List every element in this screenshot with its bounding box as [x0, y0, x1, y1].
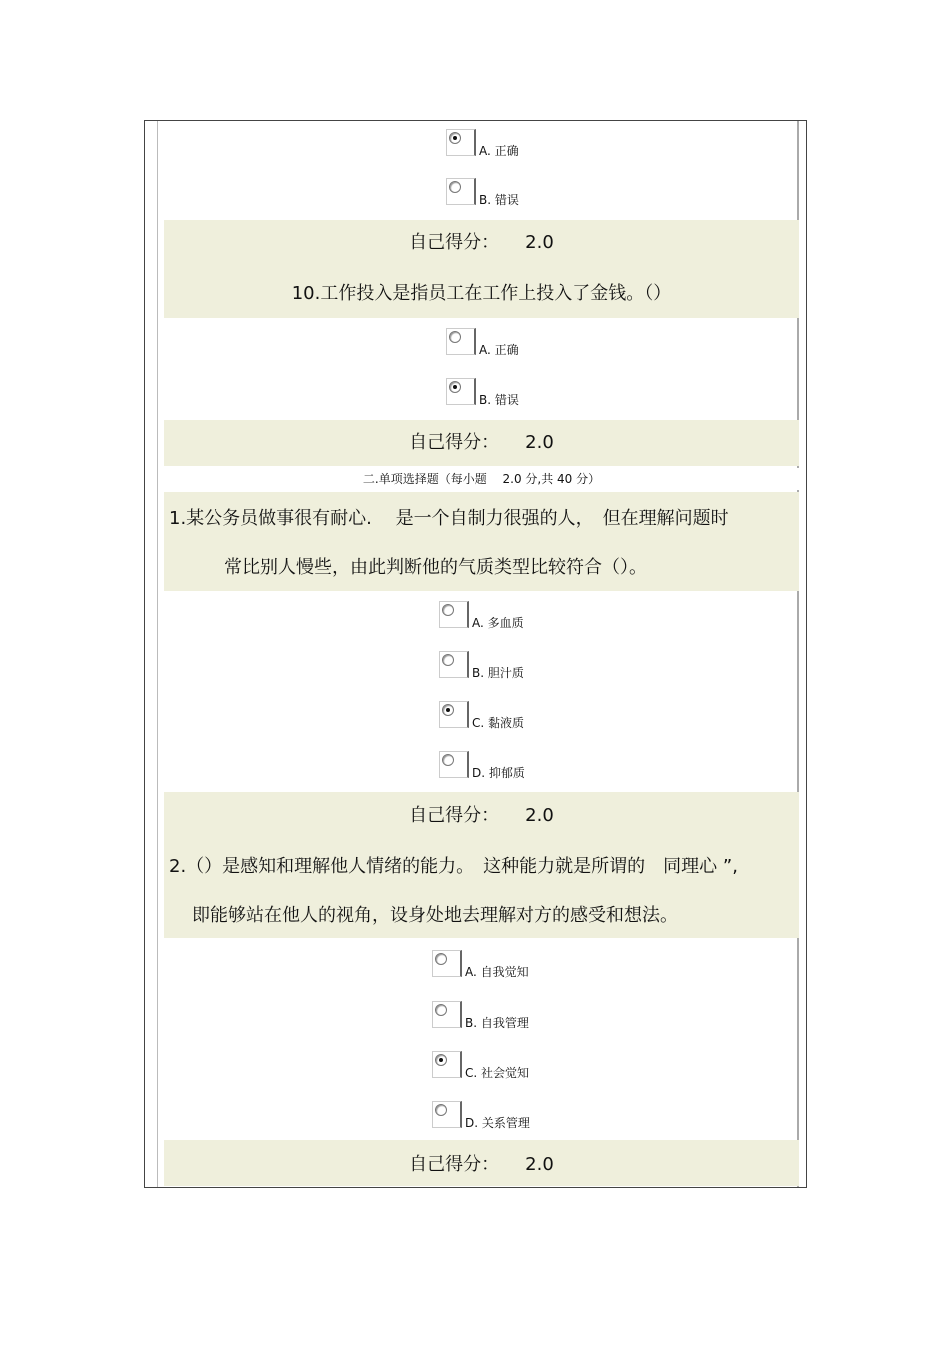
radio-checked-icon[interactable]	[449, 381, 461, 393]
radio-unchecked-icon[interactable]	[442, 654, 454, 666]
radio-frame	[432, 950, 462, 977]
radio-unchecked-icon[interactable]	[449, 331, 461, 343]
radio-unchecked-icon[interactable]	[435, 953, 447, 965]
radio-unchecked-icon[interactable]	[449, 181, 461, 193]
score-value: 2.0	[525, 805, 554, 826]
score-label: 自己得分：	[409, 232, 500, 253]
score-q10-band	[164, 220, 799, 318]
option-label: B. 错误	[479, 393, 519, 407]
radio-frame	[446, 378, 476, 405]
question-text-line2: 常比别人慢些，由此判断他的气质类型比较符合（）。	[224, 557, 647, 578]
radio-frame	[446, 328, 476, 355]
radio-checked-icon[interactable]	[449, 132, 461, 144]
option-label: A. 自我觉知	[465, 965, 529, 979]
score-s2q2-band	[164, 792, 799, 938]
radio-frame	[439, 601, 469, 628]
score-row	[164, 1140, 799, 1186]
score-row	[164, 802, 799, 830]
score-value: 2.0	[525, 432, 554, 453]
question-text: 10.工作投入是指员工在工作上投入了金钱。（）	[291, 283, 672, 304]
option-label: B. 自我管理	[465, 1016, 529, 1030]
question-text-line2: 即能够站在他人的视角，设身处地去理解对方的感受和想法。	[192, 905, 678, 926]
option-label: C. 社会觉知	[465, 1066, 530, 1080]
option-label: A. 多血质	[472, 616, 524, 630]
radio-frame	[432, 1001, 462, 1028]
question-text-line1: 1.某公务员做事很有耐心. 是一个自制力很强的人， 但在理解问题时	[169, 508, 729, 529]
section-title: 二.单项选择题（每小题 2.0 分,共 40 分）	[164, 468, 799, 490]
radio-unchecked-icon[interactable]	[442, 754, 454, 766]
radio-frame	[439, 651, 469, 678]
option-label: B. 胆汁质	[472, 666, 524, 680]
radio-unchecked-icon[interactable]	[442, 604, 454, 616]
score-row	[164, 230, 799, 256]
radio-checked-icon[interactable]	[442, 704, 454, 716]
option-label: B. 错误	[479, 193, 519, 207]
score-row	[164, 420, 799, 466]
radio-frame	[432, 1101, 462, 1128]
radio-frame	[439, 751, 469, 778]
score-value: 2.0	[525, 232, 554, 253]
left-border-line	[157, 121, 158, 1187]
radio-frame	[432, 1051, 462, 1078]
score-label: 自己得分：	[409, 805, 500, 826]
score-label: 自己得分：	[409, 432, 500, 453]
option-label: A. 正确	[479, 144, 519, 158]
option-label: A. 正确	[479, 343, 519, 357]
radio-unchecked-icon[interactable]	[435, 1004, 447, 1016]
radio-frame	[446, 129, 476, 156]
radio-checked-icon[interactable]	[435, 1054, 447, 1066]
s2q1-band	[164, 492, 799, 591]
option-label: D. 关系管理	[465, 1116, 530, 1130]
radio-unchecked-icon[interactable]	[435, 1104, 447, 1116]
score-value: 2.0	[525, 1154, 554, 1175]
score-label: 自己得分：	[409, 1154, 500, 1175]
option-label: C. 黏液质	[472, 716, 525, 730]
question-text-line1: 2.（）是感知和理解他人情绪的能力。 这种能力就是所谓的 同理心 ”,	[169, 856, 738, 877]
radio-frame	[446, 178, 476, 205]
option-label: D. 抑郁质	[472, 766, 525, 780]
radio-frame	[439, 701, 469, 728]
